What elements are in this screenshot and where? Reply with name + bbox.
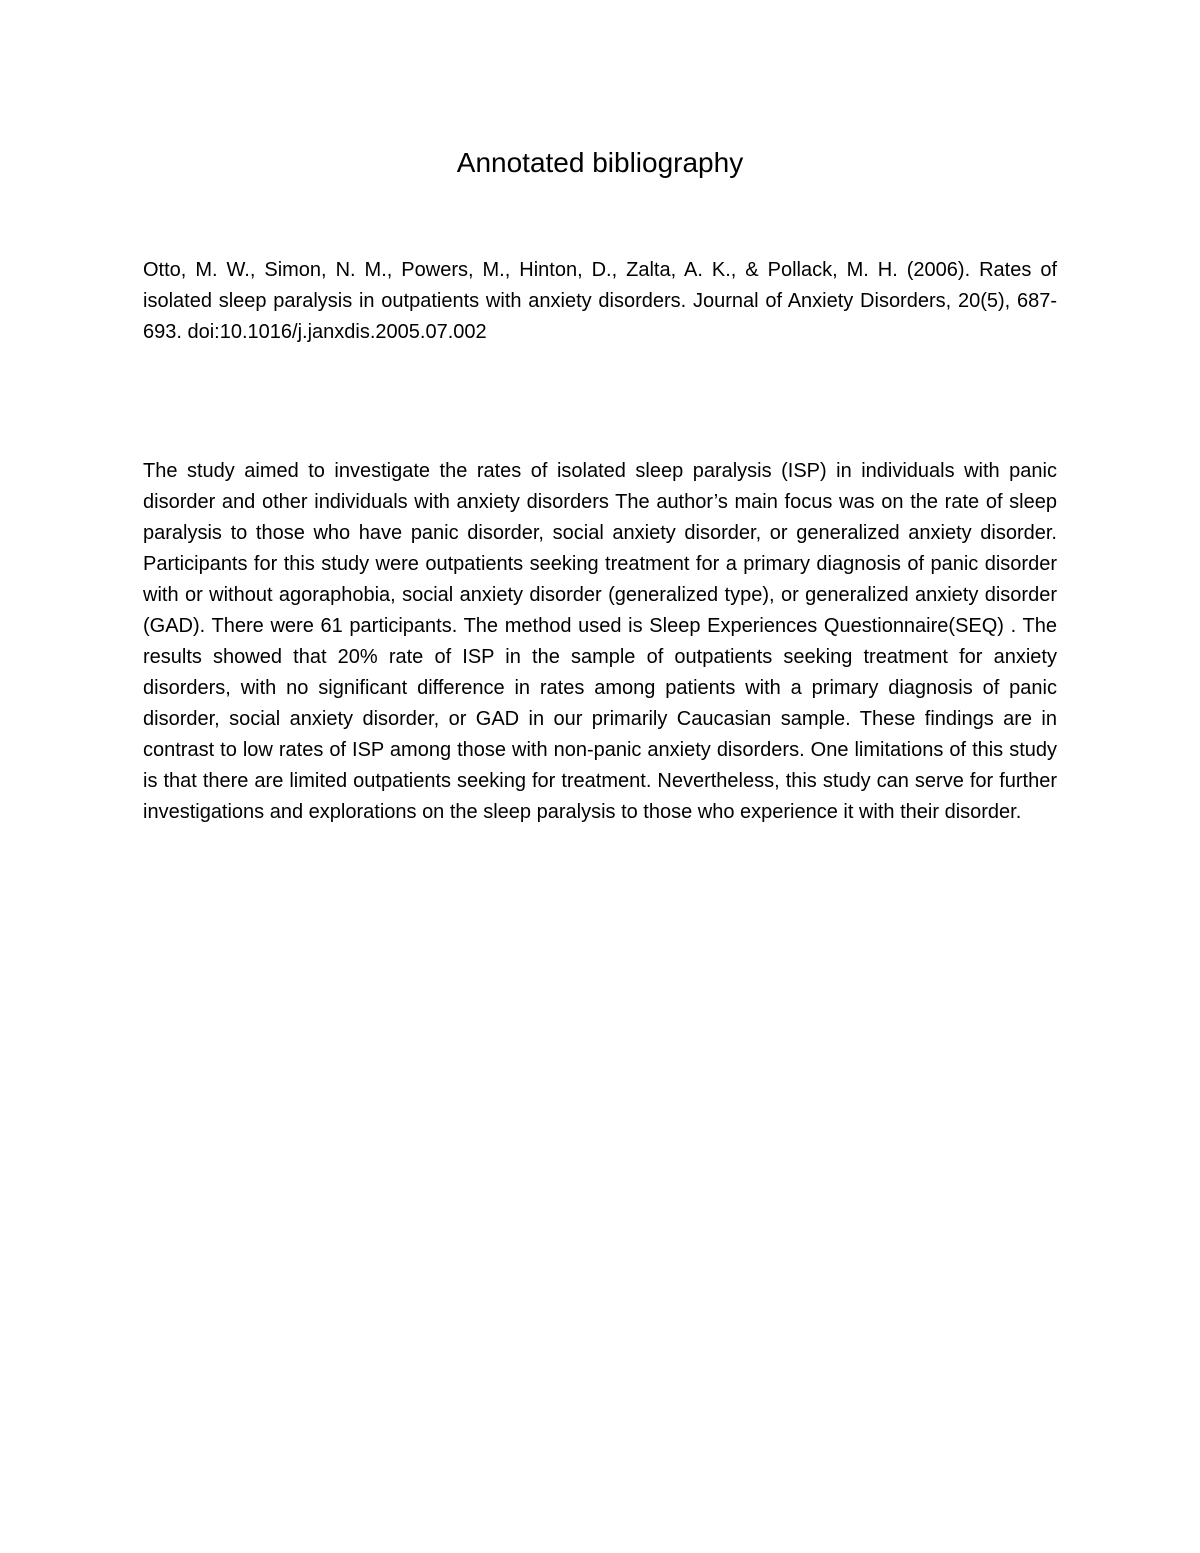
page-title: Annotated bibliography xyxy=(456,147,744,178)
annotation-paragraph: The study aimed to investigate the rates of isolated sleep paralysis (ISP) in individuals with panic disorder and other individuals with anxiety disorders The author’s main focus was on the rate of sleep paralysis to those who have panic disorder, social anxiety disorder, or generalized anxiety disorder. Participants for this study were outpatients seeking treatment for a primary diagnosis of panic disorder with or without agoraphobia, social anxiety disorder (generalized type), or generalized anxiety disorder (GAD). There were 61 participants. The method used is Sleep Experiences Questionnaire(SEQ) . The results showed that 20% rate of ISP in the sample of outpatients seeking treatment for anxiety disorders, with no significant difference in rates among patients with a primary diagnosis of panic disorder, social anxiety disorder, or GAD in our primarily Caucasian sample. These findings are in contrast to low rates of ISP among those with non-panic anxiety disorders. One limitations of this study is that there are limited outpatients seeking for treatment. Nevertheless, this study can serve for further investigations and explorations on the sleep paralysis to those who experience it with their disorder. xyxy=(143,460,1057,823)
citation-paragraph: Otto, M. W., Simon, N. M., Powers, M., Hinton, D., Zalta, A. K., & Pollack, M. H. (2006). Rates of isolated sleep paralysis in outpatients with anxiety disorders. Journal of Anxiety Disorders, 20(5), 687-693. doi:10.1016/j.janxdis.2005.07.002 xyxy=(143,259,1057,343)
